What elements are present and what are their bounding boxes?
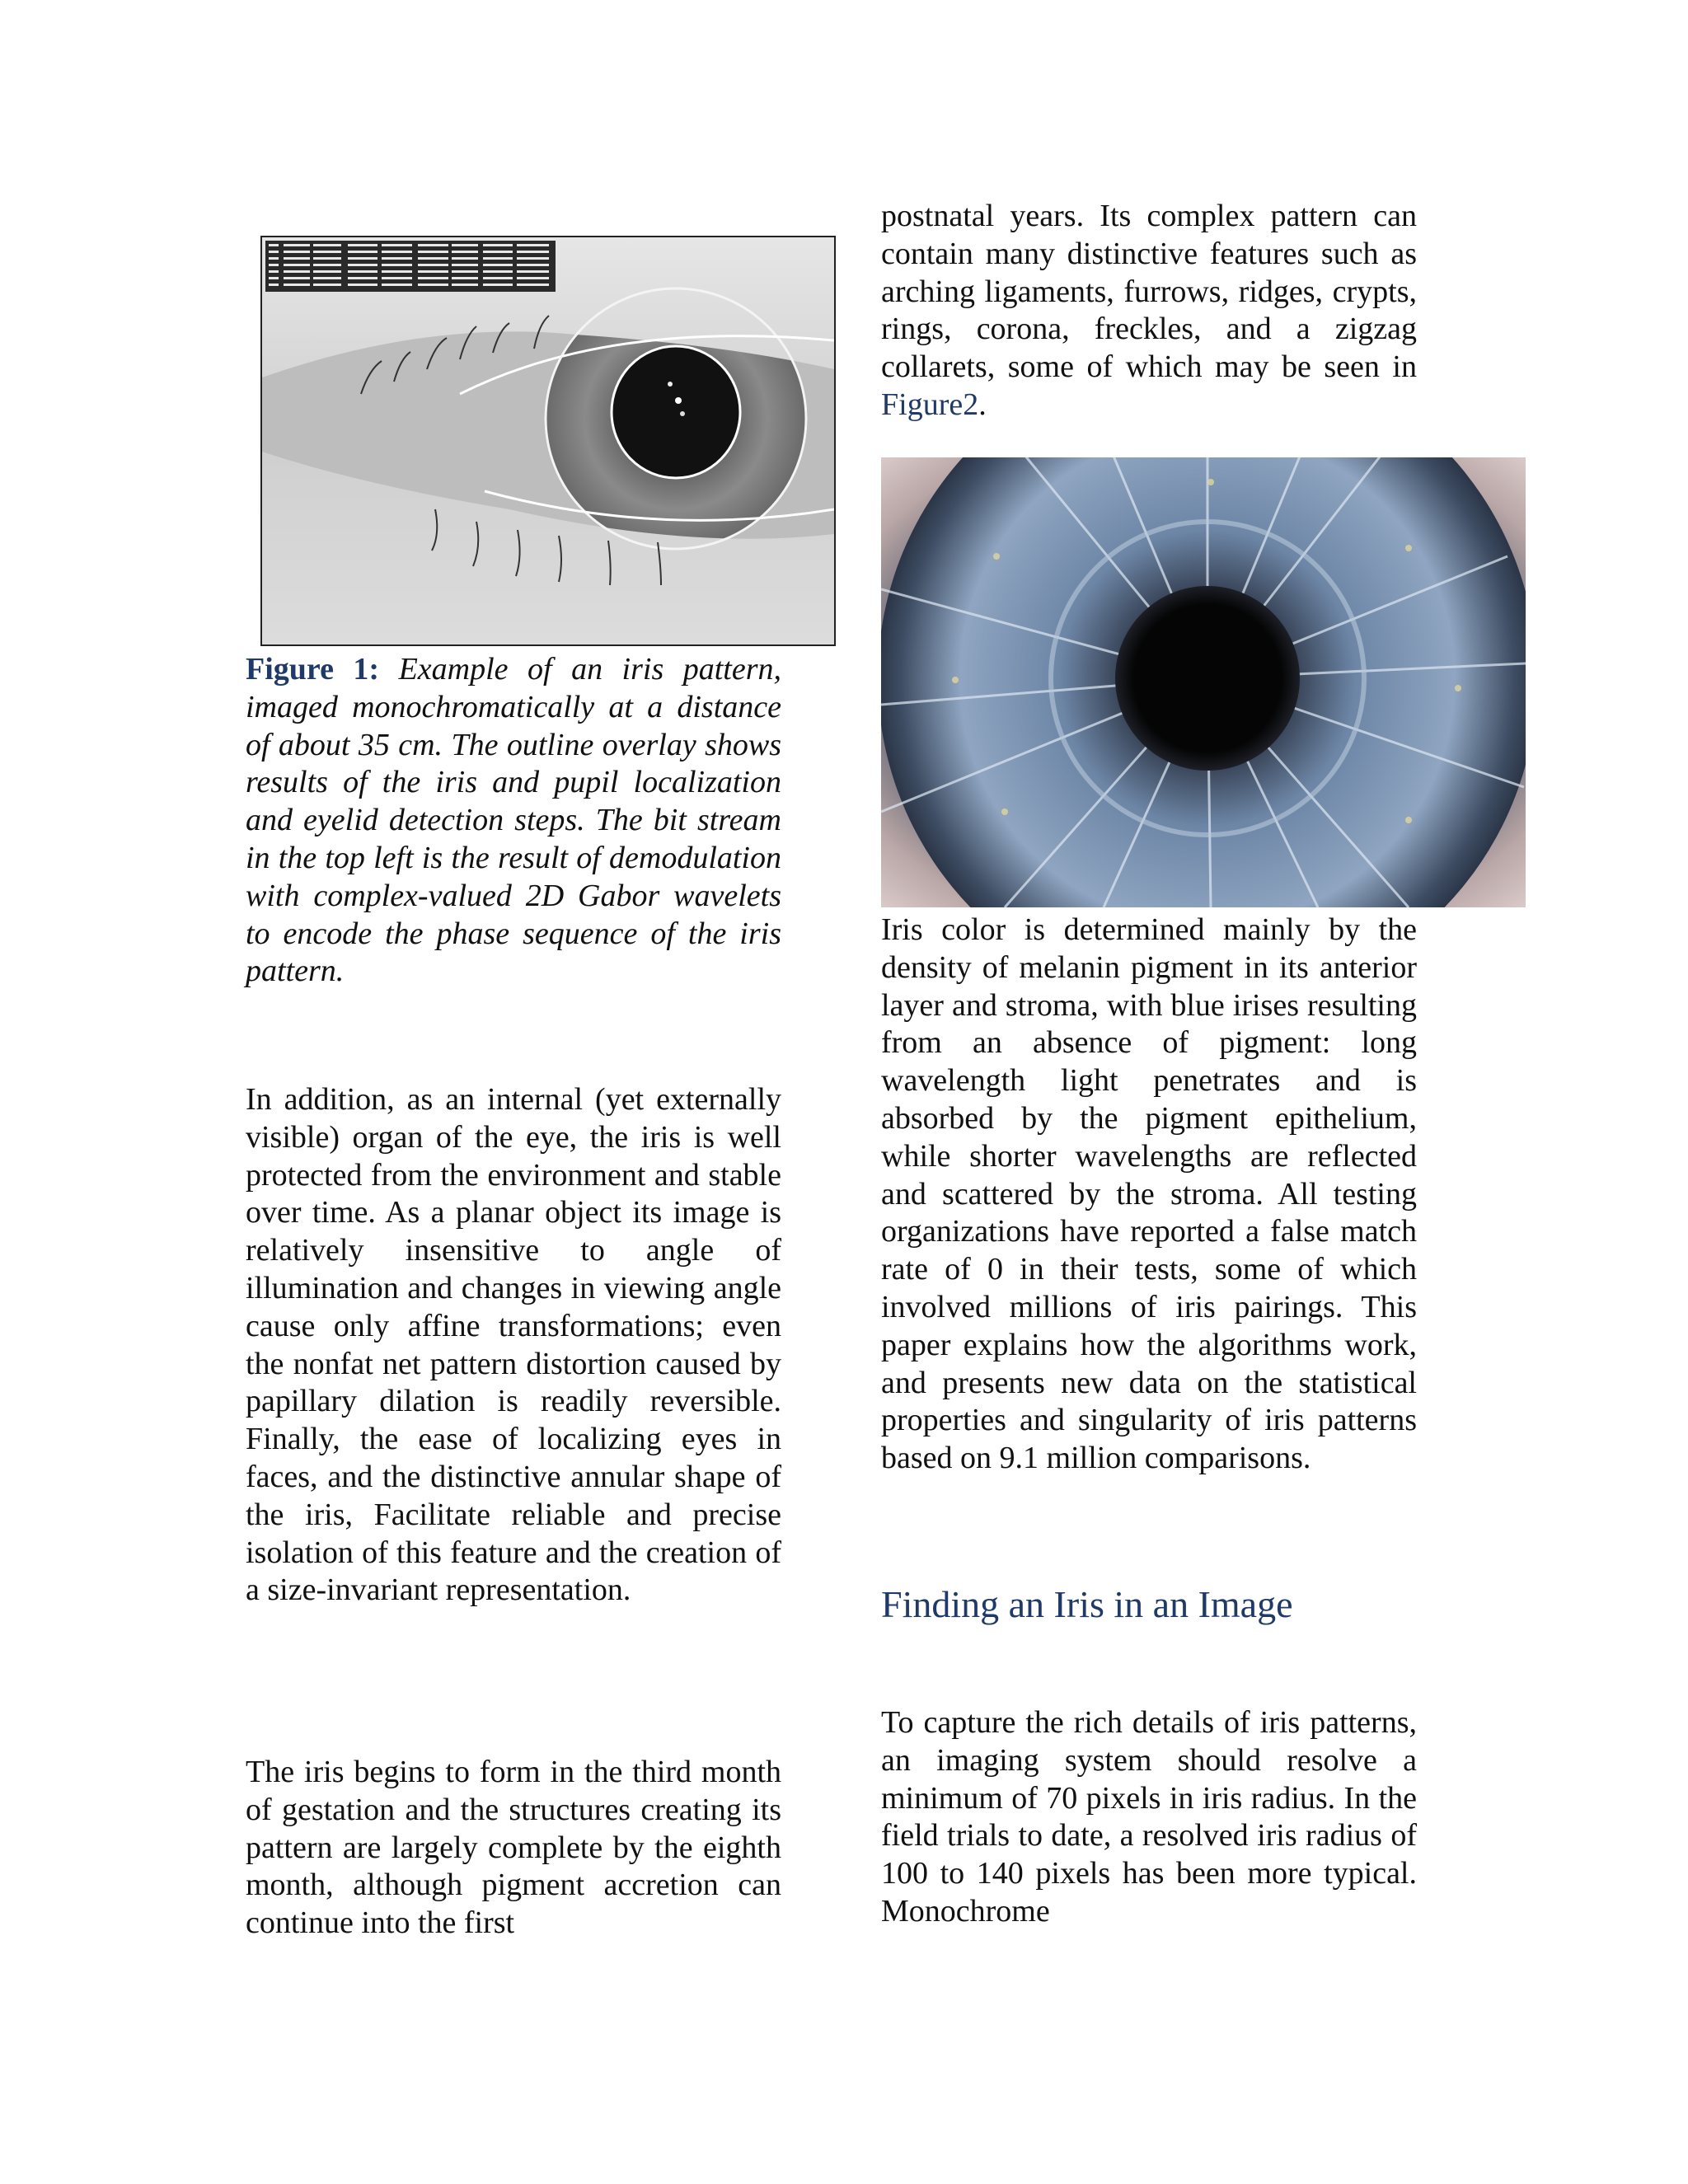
figure-1-caption-text: Example of an iris pattern, imaged monochromatically at a distance of about 35 cm. The outline overlay shows results of the iris and pupil localization and eyelid detection steps. The bit stream in the top left is the result of demodulation with complex-valued 2D Gabor wavelets to encode the phase sequence of the iris pattern. [246,652,782,989]
figure-2-link[interactable]: Figure2 [881,387,979,422]
section-heading: Finding an Iris in an Image [881,1583,1293,1625]
left-paragraph-2-text: The iris begins to form in the third month of gestation and the structures creating its pattern are largely complete by the eighth month, although pigment accretion can continue into the first [246,1755,781,1941]
left-paragraph-2 [246,1754,781,1943]
iris-illustration [881,457,1526,907]
figure-1-caption [246,651,781,991]
right-paragraph-2-text: Iris color is determined mainly by the density of melanin pigment in its anterior layer and stroma, with blue irises resulting from an absence of pigment: long wavelength light penetrates and is absorbed by the pigment epithelium, while shorter wavelengths are reflected and scattered by the stroma. All testing organizations have reported a false match rate of 0 in their tests, some of which involved millions of iris pairings. This paper explains how the algorithms work, and presents new data on the statistical properties and singularity of iris patterns based on 9.1 million comparisons. [881,912,1417,1476]
right-paragraph-1 [881,198,1417,424]
eye-illustration [262,237,834,644]
right-paragraph-1-end: . [978,387,987,422]
figure-1-image [260,236,836,646]
right-paragraph-1-text: postnatal years. Its complex pattern can contain many distinctive features such as arching ligaments, furrows, ridges, crypts, rings, corona, freckles, and a zigzag collarets, some of which may be seen in [881,199,1417,385]
figure-1-label: Figure 1: [246,652,380,687]
figure-2-image [881,457,1526,907]
right-paragraph-2 [881,912,1417,1478]
left-paragraph-1 [246,1081,781,1610]
right-paragraph-3-text: To capture the rich details of iris patterns, an imaging system should resolve a minimum of 70 pixels in iris radius. In the field trials to date, a resolved iris radius of 100 to 140 pixels has been more typical. Monochrome [881,1705,1417,1929]
left-paragraph-1-text: In addition, as an internal (yet externally visible) organ of the eye, the iris is well protected from the environment and stable over time. As a planar object its image is relatively insensitive to angle of illumination and changes in viewing angle cause only affine transformations; even the nonfat net pattern distortion caused by papillary dilation is readily reversible. Finally, the ease of localizing eyes in faces, and the distinctive annular shape of the iris, Facilitate reliable and precise isolation of this feature and the creation of a size-invariant representation. [246,1082,781,1608]
right-paragraph-3 [881,1704,1417,1931]
